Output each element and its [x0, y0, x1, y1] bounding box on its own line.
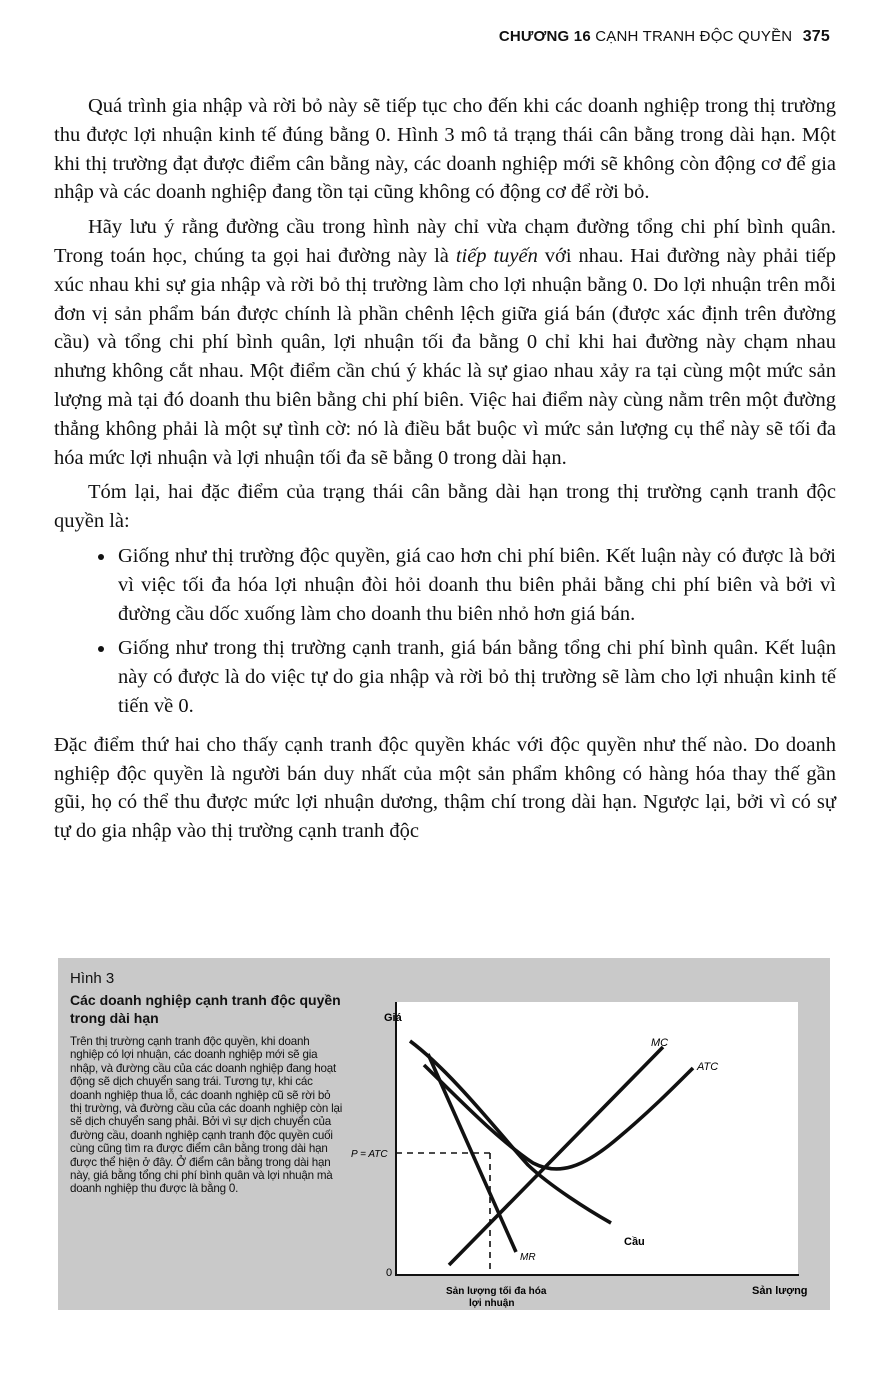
page-number: 375: [802, 28, 830, 45]
origin-label: 0: [386, 1267, 393, 1279]
graph: [58, 958, 830, 1310]
bullet-item: • Giống như trong thị trường cạnh tranh, giá bán bằng tổng chi phí bình quân. Kết luận này có được là do việc tự do gia nhập và rời bỏ thị trường sẽ làm cho lợi nhuận kinh tế tiến về 0.: [116, 634, 836, 720]
quantity-label-line-2: lợi nhuận: [469, 1298, 515, 1309]
price-label: P = ATC: [351, 1149, 388, 1160]
figure-box: [58, 958, 830, 1310]
mc-label: MC: [651, 1037, 669, 1049]
paragraph-2-start: Hãy lưu ý rằng đường cầu trong hình này chỉ vừa chạm đường tổng chi phí bình quân. Trong toán học, chúng ta gọi hai đường này là: [54, 216, 836, 267]
bullet-item: • Giống như thị trường độc quyền, giá cao hơn chi phí biên. Kết luận này có được là bởi vì việc tối đa hóa lợi nhuận đòi hỏi doanh thu biên phải bằng chi phí biên và bởi vì đường cầu dốc xuống làm cho doanh thu biên nhỏ hơn giá bán.: [116, 542, 836, 628]
x-axis-label: Sản lượng: [752, 1285, 808, 1297]
y-axis-label: Giá: [384, 1012, 402, 1024]
body-text: [54, 92, 836, 852]
paragraph-3: Tóm lại, hai đặc điểm của trạng thái cân bằng dài hạn trong thị trường cạnh tranh độc quyền là:: [54, 481, 836, 533]
figure-title: Các doanh nghiệp cạnh tranh độc quyền trong dài hạn: [70, 992, 341, 1026]
paragraph-4: Đặc điểm thứ hai cho thấy cạnh tranh độc quyền khác với độc quyền như thế nào. Do doanh nghiệp độc quyền là người bán duy nhất của một sản phẩm không có hàng hóa thay thế gần gũi, họ có thể thu được mức lợi nhuận dương, thậm chí trong dài hạn. Ngược lại, bởi vì có sự tự do gia nhập vào thị trường cạnh tranh độc: [54, 733, 836, 843]
chapter-title: CẠNH TRANH ĐỘC QUYỀN: [595, 28, 793, 45]
bullet-list: [54, 542, 836, 721]
figure-number: Hình 3: [70, 970, 115, 987]
atc-label: ATC: [697, 1061, 719, 1073]
demand-label: Cầu: [624, 1236, 645, 1248]
plot-area: [396, 1002, 798, 1275]
italic-term: tiếp tuyến: [455, 244, 538, 267]
figure-description: Trên thị trường cạnh tranh độc quyền, khi doanh nghiệp có lợi nhuận, các doanh nghiệp mới sẽ gia nhập, và đường cầu của các doanh nghiệp đang hoạt động sẽ dịch chuyển sang trái. Tương tự, khi các doanh nghiệp thua lỗ, các doanh nghiệp cũ sẽ rời bỏ thị trường, và đường cầu của các doanh nghiệp còn lại sẽ dịch chuyển sang phải. Bởi vì sự dịch chuyển của đường cầu, doanh nghiệp cạnh tranh độc quyền cuối cùng cũng tìm ra được điểm cân bằng trong dài hạn được thể hiện ở đây. Ở điểm cân bằng trong dài hạn này, giá bằng tổng chi phí bình quân và lợi nhuận mà doanh nghiệp thu được là bằng 0.: [70, 1035, 343, 1196]
paragraph-2: [54, 213, 836, 472]
running-head: [499, 28, 830, 46]
mr-label: MR: [520, 1252, 536, 1263]
chapter-number: CHƯƠNG 16: [498, 28, 591, 45]
quantity-label-line-1: Sản lượng tối đa hóa: [446, 1286, 547, 1297]
paragraph-2-end: với nhau. Hai đường này phải tiếp xúc nhau khi sự gia nhập và rời bỏ thị trường làm cho lợi nhuận bằng 0. Do lợi nhuận trên mỗi đơn vị sản phẩm bán được chính là phần chênh lệch giữa giá bán (được xác định trên đường cầu) và tổng chi phí bình quân, lợi nhuận tối đa bằng 0 chỉ khi hai đường này chạm nhau nhưng không cắt nhau. Một điểm cần chú ý khác là sự giao nhau xảy ra tại cùng một mức sản lượng mà tại đó doanh thu biên bằng chi phí biên. Việc hai điểm này cùng nằm trên một đường thẳng không phải là một sự tình cờ: nó là điều bắt buộc vì mức sản lượng cụ thể này sẽ tối đa hóa mức lợi nhuận và lợi nhuận tối đa sẽ bằng 0 trong dài hạn.: [54, 244, 836, 469]
paragraph-1: Quá trình gia nhập và rời bỏ này sẽ tiếp tục cho đến khi các doanh nghiệp trong thị trường thu được lợi nhuận kinh tế đúng bằng 0. Hình 3 mô tả trạng thái cân bằng trong dài hạn. Một khi thị trường đạt được điểm cân bằng này, các doanh nghiệp mới sẽ không còn động cơ để gia nhập và các doanh nghiệp đang tồn tại cũng không có động cơ để rời bỏ.: [54, 95, 836, 204]
